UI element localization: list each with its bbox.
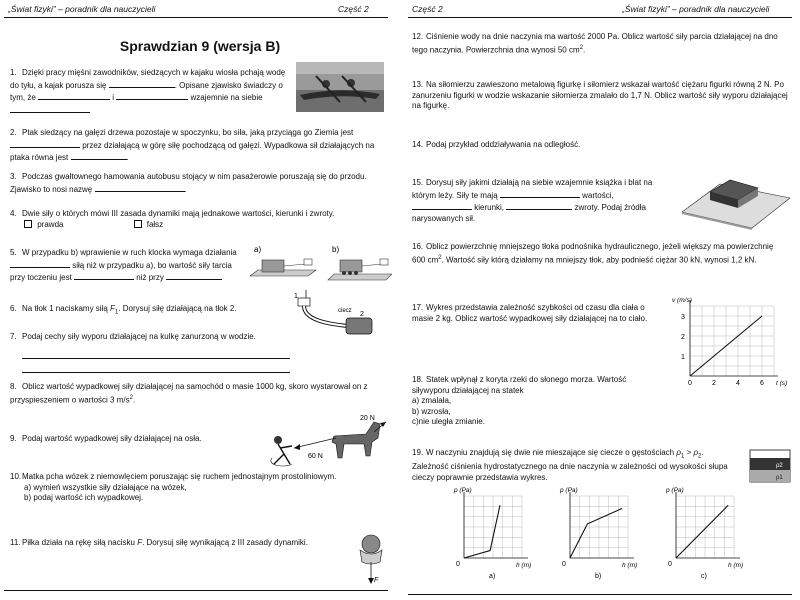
page-title: Sprawdzian 9 (wersja B) — [119, 38, 281, 54]
origin-label: 0 — [562, 561, 566, 568]
checkbox[interactable] — [134, 220, 142, 228]
y-tick-label: 1 — [681, 354, 685, 361]
y-axis-label: v (m/s) — [672, 297, 692, 304]
answer-blank[interactable] — [10, 259, 70, 268]
hand-ball-illustration — [352, 530, 390, 586]
svg-text:20 N: 20 N — [360, 415, 375, 422]
answer-blank[interactable] — [95, 183, 185, 192]
x-axis-label: h (m) — [516, 562, 532, 569]
header-part: Część 2 — [338, 4, 369, 14]
question-15: 15. Dorysuj siły jakimi działają na siebie wzajemnie książka i blat na którym leży. Siły te mają wartości, kierunki, zwroty. Podaj źródła narysowanych sił. — [412, 178, 653, 223]
question-8: 8. Oblicz wartość wypadkowej siły działającej na samochód o masie 1000 kg, skoro wystarował on z przyspieszeniem o wartości 3 $m/s^2$. — [10, 382, 368, 405]
label-a: a) — [254, 245, 262, 254]
svg-text:1: 1 — [294, 293, 298, 300]
svg-text:2: 2 — [360, 311, 364, 318]
header-rule — [4, 17, 388, 18]
question-11: 11.Piłka działa na rękę siłą nacisku F. Dorysuj siłę wynikającą z III zasady dynamiki. — [10, 538, 308, 547]
question-6: 6. Na tłok 1 naciskamy siłą $F_1$. Dorysuj siłę działającą na tłok 2. — [10, 304, 237, 316]
series-line — [676, 505, 728, 558]
question-10: 10.Matka pcha wózek z niemowlęciem poruszając się ruchem jednostajnym prostoliniowym. a) wymień wszystkie siły działające na wózek, b) podaj wartość ich wypadkowej. — [10, 472, 385, 504]
vessel-illustration — [748, 448, 792, 484]
answer-line[interactable] — [22, 349, 290, 359]
svg-text:ρ1: ρ1 — [776, 475, 783, 481]
option-false[interactable]: fałsz — [134, 220, 163, 231]
chart-caption: c) — [701, 573, 707, 580]
x-tick-label: 2 — [712, 380, 716, 387]
y-tick-label: 3 — [681, 314, 685, 321]
question-12: 12. Ciśnienie wody na dnie naczynia ma wartość 2000 Pa. Oblicz wartość siły parcia działającej na dno tego naczynia. Powierzchnia dna wynosi 50 $cm^2$. — [412, 32, 778, 55]
y-axis-label: p (Pa) — [454, 487, 472, 494]
donkey-illustration — [262, 412, 392, 470]
x-tick-label: 4 — [736, 380, 740, 387]
question-1: 1. Dzięki pracy mięśni zawodników, siedzących w kajaku wiosła pchają wodę do tyłu, a kajak porusza się . Opisane zjawisko świadczy o tym, że i wzajemnie na siebie — [10, 68, 290, 116]
svg-text:60 N: 60 N — [308, 453, 323, 460]
svg-text:F: F — [374, 577, 379, 584]
footer-rule — [408, 594, 792, 595]
y-axis-label: p (Pa) — [560, 487, 578, 494]
book-on-table-illustration — [680, 170, 792, 230]
origin-label: 0 — [456, 561, 460, 568]
label-b: b) — [332, 245, 340, 254]
y-axis-label: p (Pa) — [666, 487, 684, 494]
answer-blank[interactable] — [109, 79, 175, 88]
x-axis-label: t (s) — [776, 380, 788, 387]
question-2: 2. Ptak siedzący na gałęzi drzewa pozostaje w spoczynku, bo siła, jaką przyciąga go Ziemia jest przez działającą w górę siłę pochodzącą od gałęzi. Wypadkowa sił działających na ptaka równa jest . — [10, 128, 375, 162]
question-13: 13. Na siłomierzu zawieszono metalową figurkę i siłomierz wskazał wartość ciężaru figurki równą 2 N. Po zanurzeniu figurki w wodzie wskazanie siłomierza zmalało do 1,7 N. Oblicz wartość siły wyporu działającej na figurkę. — [412, 80, 788, 110]
blocks-illustration — [246, 242, 392, 288]
chart-caption: b) — [595, 573, 602, 580]
chart-caption: a) — [489, 573, 496, 580]
question-5: 5. W przypadku b) wprawienie w ruch klocka wymaga działania siłą niż w przypadku a), bo wartość siły tarcia przy toczeniu jest niż przy — [10, 248, 237, 282]
question-3: 3. Podczas gwałtownego hamowania autobusu stojący w nim pasażerowie poruszają się do przodu. Zjawisko to nosi nazwę . — [10, 172, 367, 194]
question-18: 18. Statek wpłynął z koryta rzeki do słonego morza. Wartość siływyporu działającej na statek a) zmalała, b) wzrosła, c)nie uległa zmianie. — [412, 375, 660, 428]
option-true[interactable]: prawda — [24, 220, 63, 231]
answer-blank[interactable] — [10, 104, 90, 113]
question-17: 17. Wykres przedstawia zależność szybkości od czasu dla ciała o masie 2 kg. Oblicz wartość wypadkowej siły działającej na to ciało. — [412, 303, 648, 323]
question-16: 16. Oblicz powierzchnię mniejszego tłoka podnośnika hydraulicznego, jeżeli większy ma powierzchnię 600 $cm^2$. Wartość siły którą działamy na mniejszy tłok, aby podnieść ciężar 30 kN, wynosi 1,2 kN. — [412, 242, 774, 265]
answer-blank[interactable] — [166, 271, 222, 280]
header-title: „Świat fizyki” – poradnik dla nauczycieli — [8, 4, 156, 14]
footer-rule — [4, 590, 388, 591]
kayak-photo — [296, 62, 384, 112]
header-title: „Świat fizyki” – poradnik dla nauczycieli — [622, 4, 770, 14]
right-page — [400, 0, 800, 600]
series-line — [464, 505, 500, 558]
y-tick-label: 2 — [681, 334, 685, 341]
answer-blank[interactable] — [38, 91, 110, 100]
answer-line[interactable] — [22, 363, 290, 373]
pressure-charts — [450, 486, 790, 582]
origin-label: 0 — [668, 561, 672, 568]
x-axis-label: h (m) — [622, 562, 638, 569]
svg-text:ρ2: ρ2 — [776, 463, 783, 469]
series-line — [570, 508, 622, 558]
answer-blank[interactable] — [10, 139, 80, 148]
option-c[interactable]: c)nie uległa zmianie. — [412, 417, 485, 426]
question-9: 9. Podaj wartość wypadkowej siły działającej na osła. — [10, 434, 202, 443]
header-part: Część 2 — [412, 4, 443, 14]
answer-blank[interactable] — [74, 271, 134, 280]
answer-blank[interactable] — [412, 201, 472, 210]
sub-question-a: a) wymień wszystkie siły działające na wózek, — [24, 482, 187, 492]
question-19: 19. W naczyniu znajdują się dwie nie mieszające się ciecze o gęstościach $\rho_1 > \rho_2$. Zależność ciśnienia hydrostatycznego na dnie naczynia w zależności od wysokości słupa cieczy poprawnie przedstawia wykres. — [412, 448, 728, 482]
option-a[interactable]: a) zmalała, — [412, 396, 452, 405]
option-b[interactable]: b) wzrosła, — [412, 406, 451, 416]
question-4: 4. Dwie siły o których mówi III zasada dynamiki mają jednakowe wartości, kierunki i zwroty. prawda fałsz — [10, 209, 335, 229]
question-14: 14. Podaj przykład oddziaływania na odległość. — [412, 140, 581, 149]
checkbox[interactable] — [24, 220, 32, 228]
answer-blank[interactable] — [71, 151, 127, 160]
answer-blank[interactable] — [500, 189, 580, 198]
question-7: 7. Podaj cechy siły wyporu działającej na kulkę zanurzoną w wodzie. — [10, 332, 290, 373]
velocity-time-chart — [668, 292, 792, 392]
x-tick-label: 0 — [688, 380, 692, 387]
x-axis-label: h (m) — [728, 562, 744, 569]
sub-question-b: b) podaj wartość ich wypadkowej. — [24, 493, 144, 502]
answer-blank[interactable] — [506, 201, 572, 210]
svg-text:ciecz: ciecz — [338, 308, 352, 314]
answer-blank[interactable] — [116, 91, 188, 100]
header-rule — [408, 17, 792, 18]
x-tick-label: 6 — [760, 380, 764, 387]
hydraulic-illustration — [288, 286, 388, 340]
